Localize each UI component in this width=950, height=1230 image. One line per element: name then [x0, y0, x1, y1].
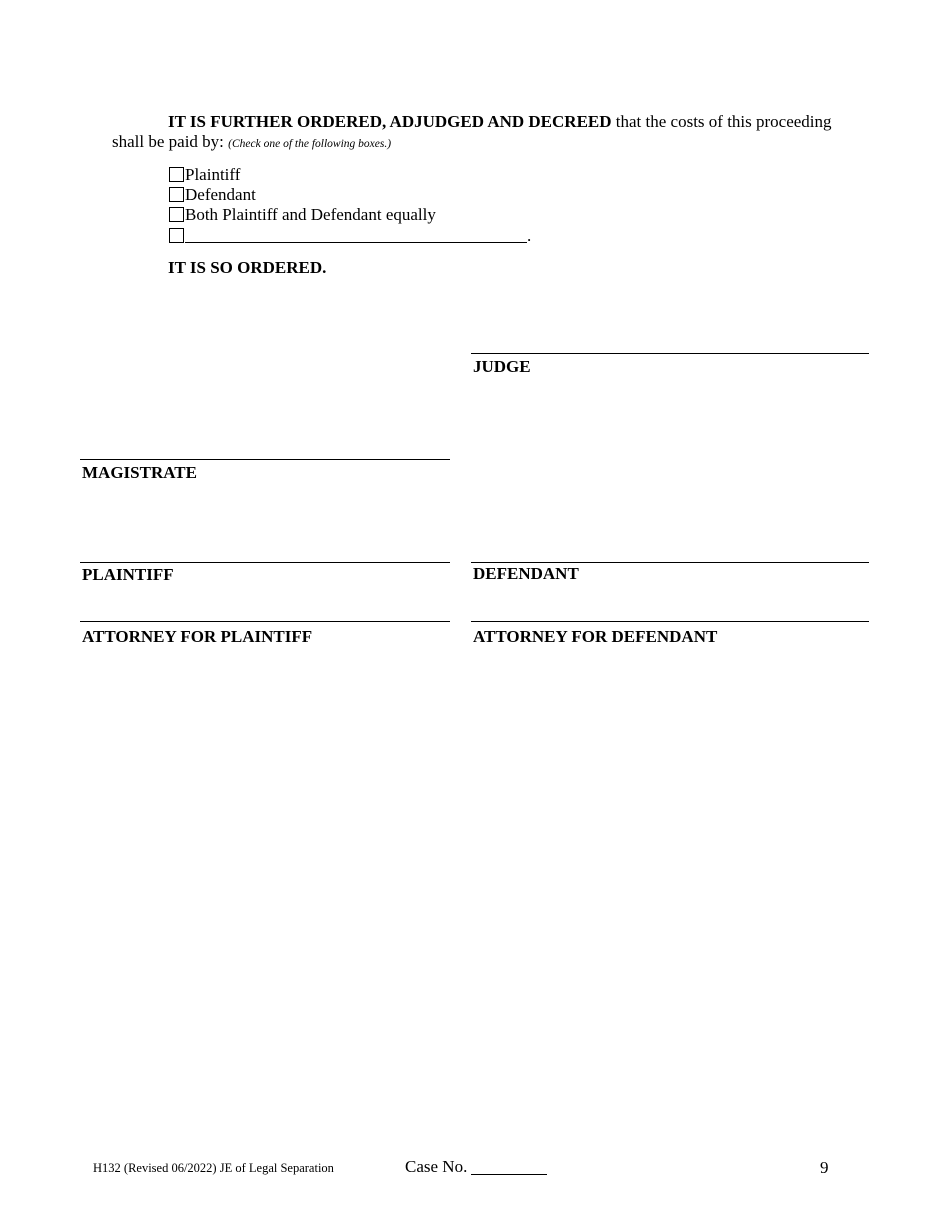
- attorney-defendant-label: ATTORNEY FOR DEFENDANT: [473, 627, 718, 646]
- case-number: [405, 1157, 547, 1177]
- page-number: 9: [820, 1158, 829, 1177]
- option-label: Defendant: [185, 185, 256, 204]
- other-suffix: .: [527, 226, 532, 245]
- other-fill-in-field[interactable]: [185, 227, 527, 243]
- option-defendant[interactable]: [169, 185, 256, 205]
- checkbox-plaintiff[interactable]: [169, 167, 184, 182]
- option-label: Both Plaintiff and Defendant equally: [185, 205, 436, 224]
- instruction-note: (Check one of the following boxes.): [228, 138, 392, 150]
- judge-signature-line[interactable]: [471, 353, 869, 354]
- order-heading-rest: that the costs of this proceeding: [611, 112, 832, 131]
- option-label: Plaintiff: [185, 165, 241, 184]
- order-paragraph-line2: [112, 132, 391, 152]
- attorney-plaintiff-label: ATTORNEY FOR PLAINTIFF: [82, 627, 313, 646]
- form-id: H132 (Revised 06/2022) JE of Legal Separation: [93, 1161, 334, 1175]
- magistrate-label: MAGISTRATE: [82, 463, 197, 482]
- plaintiff-signature-line[interactable]: [80, 562, 450, 563]
- order-paragraph-line1: [168, 112, 832, 132]
- checkbox-other[interactable]: [169, 228, 184, 243]
- checkbox-both[interactable]: [169, 207, 184, 222]
- case-label: Case No.: [405, 1157, 468, 1176]
- plaintiff-label: PLAINTIFF: [82, 565, 174, 584]
- attorney-plaintiff-signature-line[interactable]: [80, 621, 450, 622]
- judge-label: JUDGE: [473, 357, 531, 376]
- option-other[interactable]: [169, 226, 531, 246]
- magistrate-signature-line[interactable]: [80, 459, 450, 460]
- option-plaintiff[interactable]: [169, 165, 240, 185]
- order-heading: IT IS FURTHER ORDERED, ADJUDGED AND DECREED: [168, 112, 612, 131]
- attorney-defendant-signature-line[interactable]: [471, 621, 869, 622]
- option-both[interactable]: [169, 205, 436, 225]
- defendant-signature-line[interactable]: [471, 562, 869, 563]
- checkbox-defendant[interactable]: [169, 187, 184, 202]
- so-ordered-text: IT IS SO ORDERED.: [168, 258, 327, 277]
- paid-by-text: shall be paid by:: [112, 132, 229, 151]
- defendant-label: DEFENDANT: [473, 564, 579, 583]
- case-number-field[interactable]: [471, 1159, 547, 1175]
